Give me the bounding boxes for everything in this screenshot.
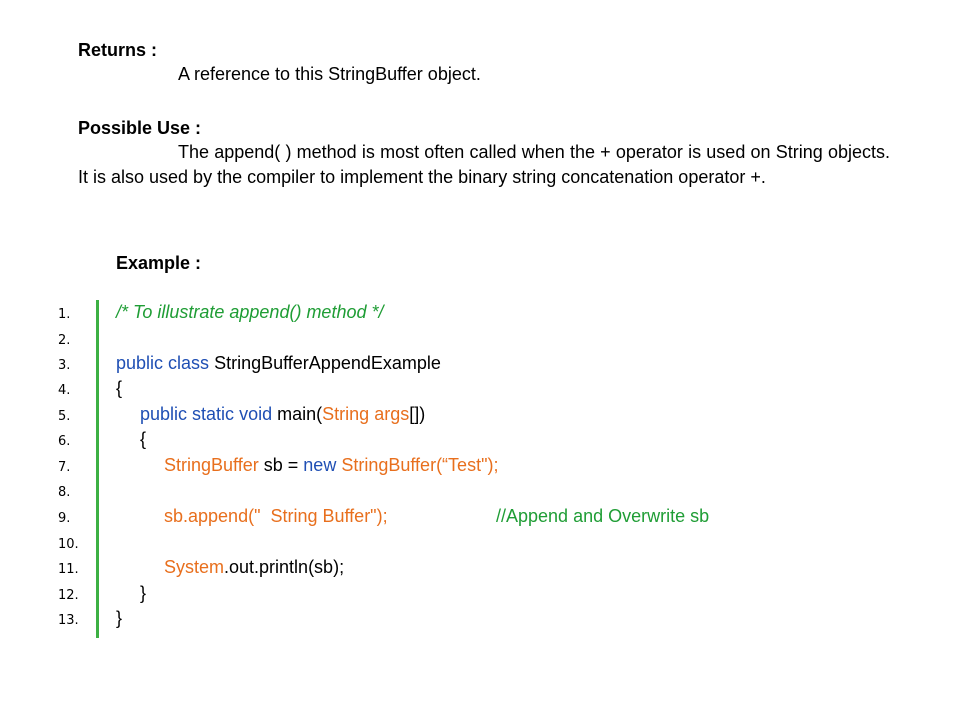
println-call: .out.println(sb); — [224, 557, 345, 577]
code-gutter-bar — [96, 300, 99, 638]
line-number: 12. — [58, 588, 79, 603]
close-brace: } — [140, 583, 147, 603]
code-line-1 — [116, 302, 384, 323]
line-number: 13. — [58, 613, 79, 628]
code-line-9 — [164, 506, 388, 527]
code-line-12 — [140, 583, 146, 604]
open-brace: { — [140, 429, 147, 449]
code-line-3 — [116, 353, 441, 374]
possible-use-body: The append( ) method is most often called when the + operator is used on String objects. It is also used by the compiler to implement the binary string concatenation operator +. — [78, 142, 890, 187]
returns-heading: Returns : — [78, 40, 158, 60]
keyword-void: void — [239, 404, 273, 424]
line-number: 2. — [58, 333, 71, 348]
line-number: 8. — [58, 485, 71, 500]
possible-use-heading: Possible Use : — [78, 118, 202, 138]
line-number: 10. — [58, 537, 79, 552]
keyword-public: public — [116, 353, 164, 373]
returns-text: A reference to this StringBuffer object. — [178, 64, 481, 84]
line-number: 7. — [58, 460, 71, 475]
code-line-7 — [164, 455, 498, 476]
possible-use-text — [78, 140, 890, 190]
line-number: 1. — [58, 307, 71, 322]
line-number: 11. — [58, 562, 79, 577]
code-line-6 — [140, 429, 146, 450]
keyword-static: static — [192, 404, 235, 424]
code-comment: //Append and Overwrite sb — [496, 506, 710, 526]
method-name: main( — [277, 404, 323, 424]
line-number: 4. — [58, 383, 71, 398]
code-line-11 — [164, 557, 344, 578]
param-end: []) — [409, 404, 426, 424]
code-line-13 — [116, 608, 122, 629]
keyword-new: new — [303, 455, 337, 475]
param-args: args — [374, 404, 410, 424]
type-string: String — [322, 404, 370, 424]
line-number: 6. — [58, 434, 71, 449]
append-call: sb.append(" String Buffer"); — [164, 506, 388, 526]
code-line-9-comment — [496, 506, 709, 527]
close-brace: } — [116, 608, 123, 628]
class-name: StringBufferAppendExample — [214, 353, 441, 373]
code-line-4 — [116, 378, 122, 399]
line-number: 5. — [58, 409, 71, 424]
system-class: System — [164, 557, 225, 577]
open-brace: { — [116, 378, 123, 398]
constructor-call: StringBuffer(“Test"); — [341, 455, 499, 475]
line-number: 9. — [58, 511, 71, 526]
keyword-class: class — [168, 353, 210, 373]
code-comment: /* To illustrate append() method */ — [116, 302, 384, 322]
line-number: 3. — [58, 358, 71, 373]
example-heading: Example : — [116, 253, 202, 273]
code-line-5 — [140, 404, 425, 425]
type-stringbuffer: StringBuffer — [164, 455, 259, 475]
var-sb: sb = — [263, 455, 299, 475]
keyword-public: public — [140, 404, 188, 424]
